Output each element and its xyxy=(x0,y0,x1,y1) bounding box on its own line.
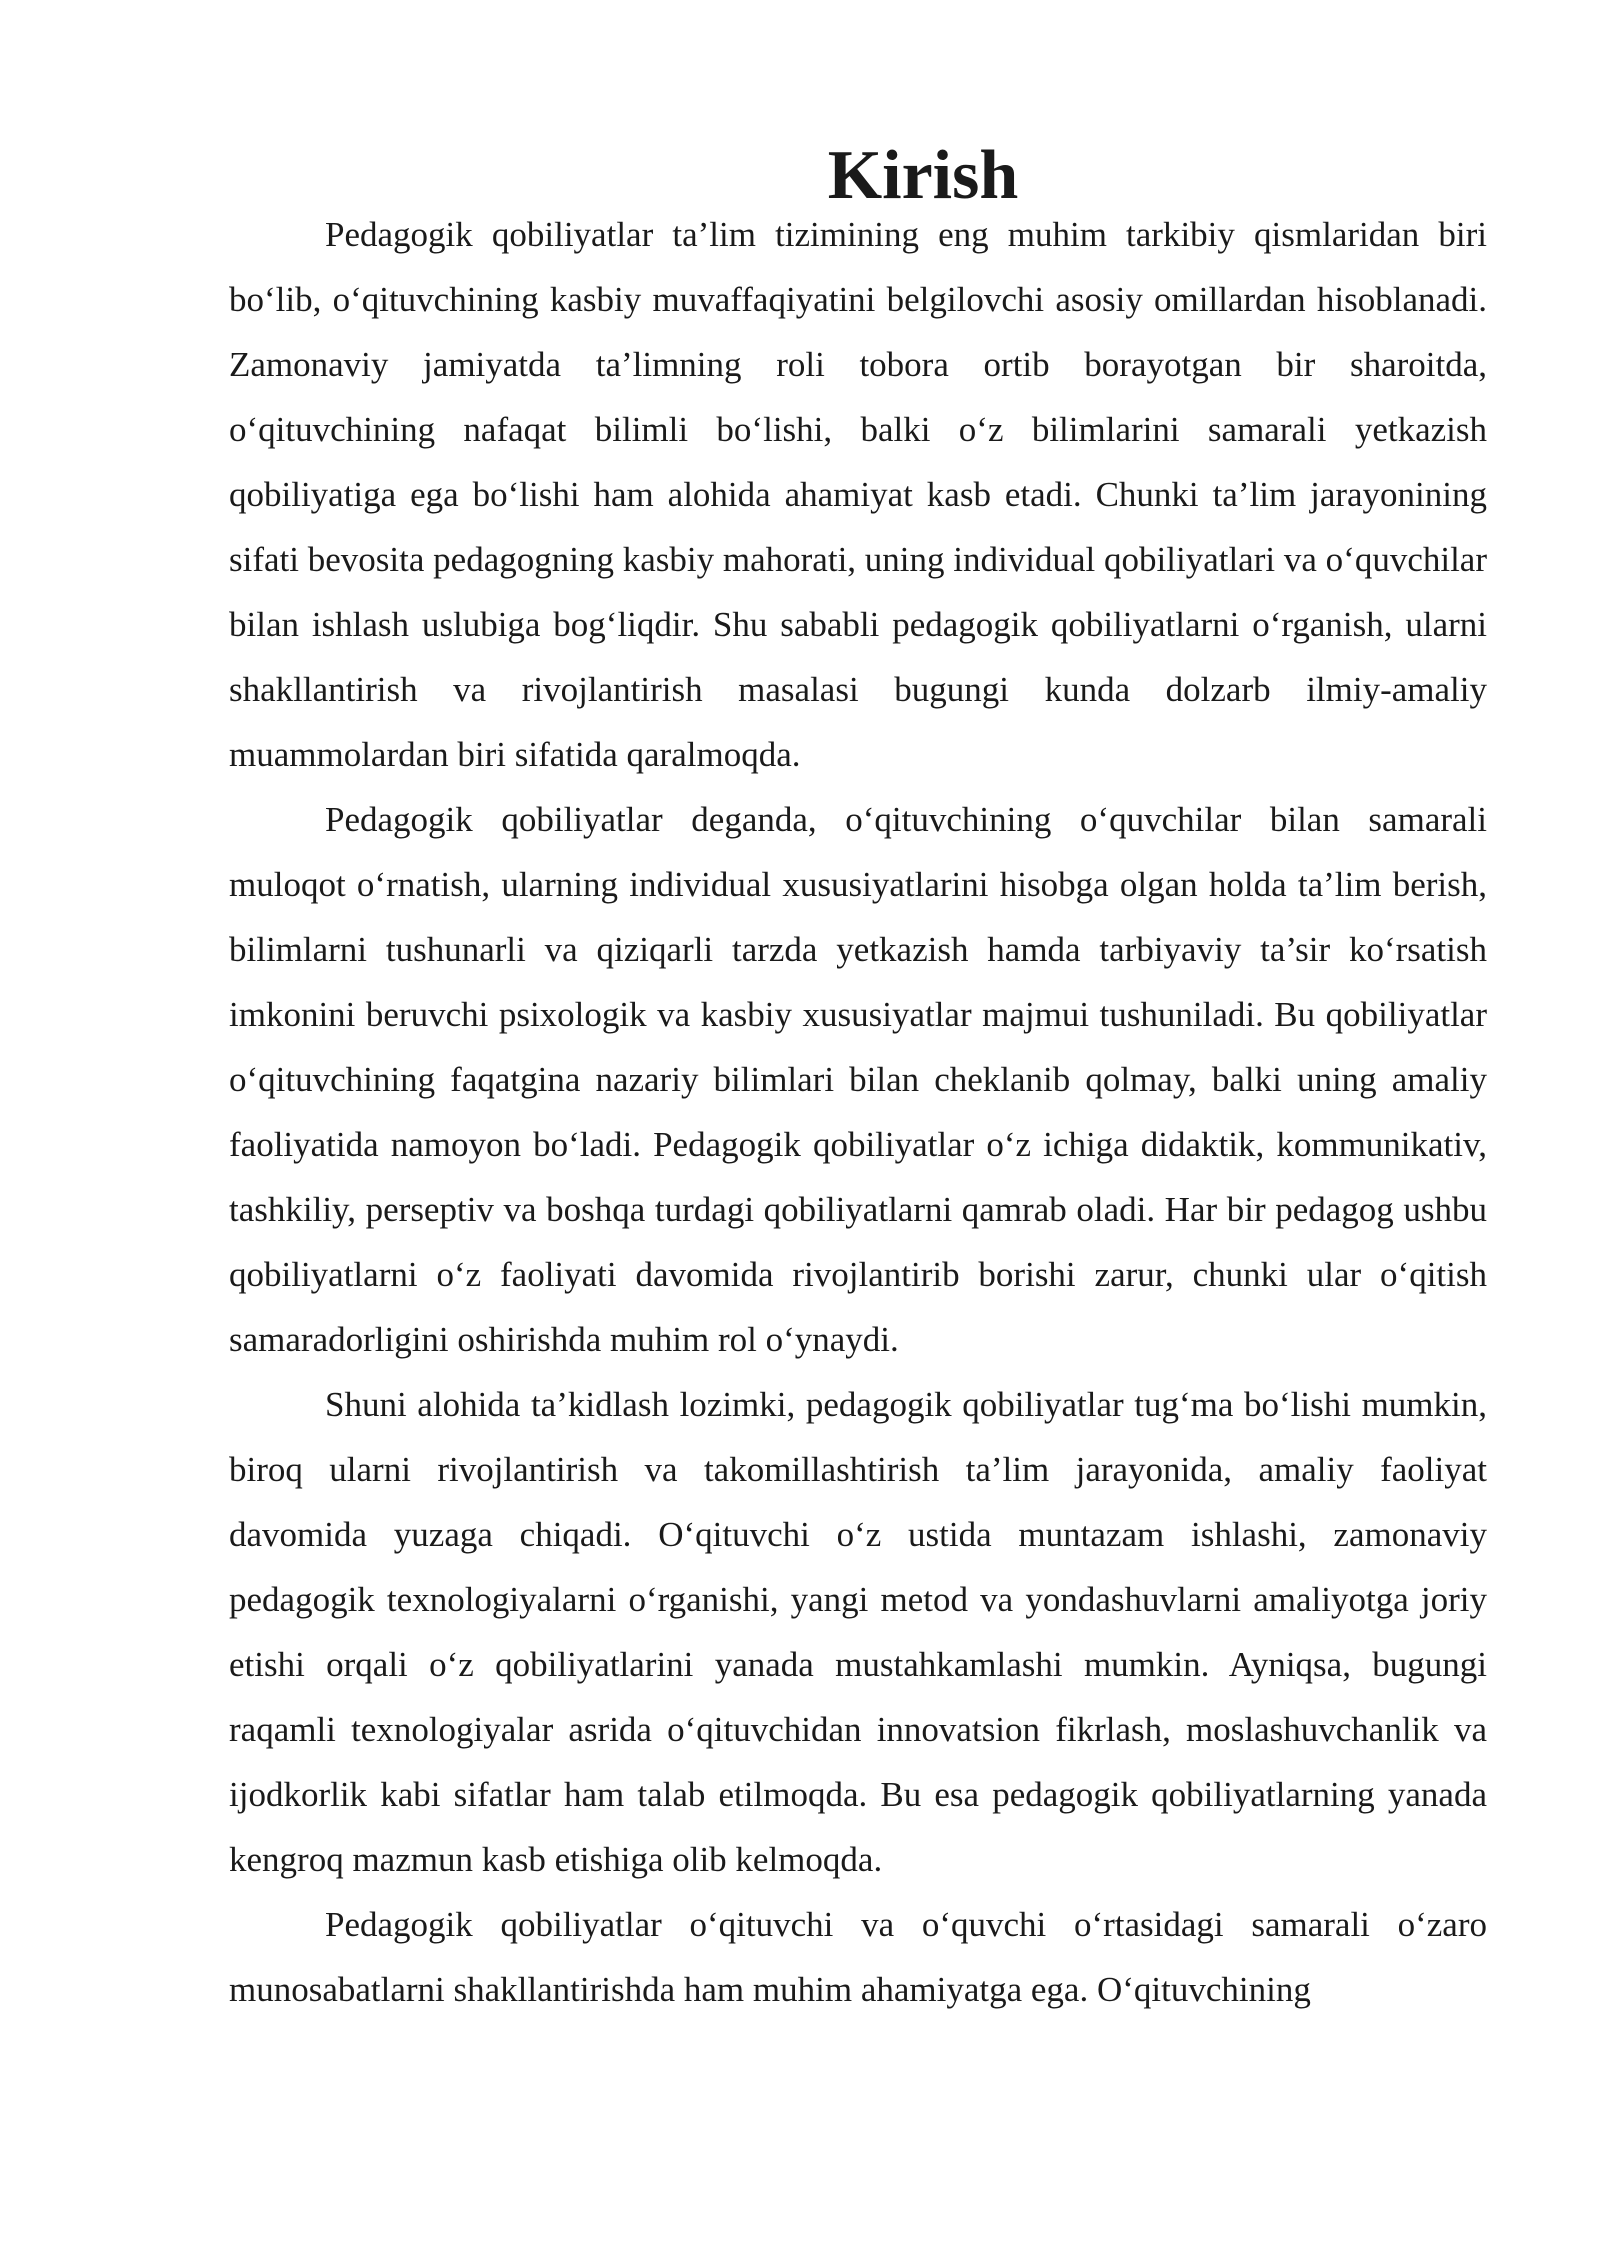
section-title: Kirish xyxy=(827,137,1019,214)
paragraph-1: Pedagogik qobiliyatlar ta’lim tizimining eng muhim tarkibiy qismlaridan biri bo‘lib, o‘qituvchining kasbiy muvaffaqiyatini belgilovchi asosiy omillardan hisoblanadi. Zamonaviy jamiyatda ta’limning roli tobora ortib borayotgan bir sharoitda, o‘qituvchining nafaqat bilimli bo‘lishi, balki o‘z bilimlarini samarali yetkazish qobiliyatiga ega bo‘lishi ham alohida ahamiyat kasb etadi. Chunki ta’lim jarayonining sifati bevosita pedagogning kasbiy mahorati, uning individual qobiliyatlari va o‘quvchilar bilan ishlash uslubiga bog‘liqdir. Shu sababli pedagogik qobiliyatlarni o‘rganish, ularni shakllantirish va rivojlantirish masalasi bugungi kunda dolzarb ilmiy-amaliy muammolardan biri sifatida qaralmoqda. xyxy=(229,215,1487,774)
page-content xyxy=(229,137,1487,2022)
paragraph-4: Pedagogik qobiliyatlar o‘qituvchi va o‘quvchi o‘rtasidagi samarali o‘zaro munosabatlarni shakllantirishda ham muhim ahamiyatga ega. O‘qituvchining xyxy=(229,1905,1487,2009)
paragraph-3: Shuni alohida ta’kidlash lozimki, pedagogik qobiliyatlar tug‘ma bo‘lishi mumkin, biroq ularni rivojlantirish va takomillashtirish ta’lim jarayonida, amaliy faoliyat davomida yuzaga chiqadi. O‘qituvchi o‘z ustida muntazam ishlashi, zamonaviy pedagogik texnologiyalarni o‘rganishi, yangi metod va yondashuvlarni amaliyotga joriy etishi orqali o‘z qobiliyatlarini yanada mustahkamlashi mumkin. Ayniqsa, bugungi raqamli texnologiyalar asrida o‘qituvchidan innovatsion fikrlash, moslashuvchanlik va ijodkorlik kabi sifatlar ham talab etilmoqda. Bu esa pedagogik qobiliyatlarning yanada kengroq mazmun kasb etishiga olib kelmoqda. xyxy=(229,1385,1487,1879)
paragraph-2: Pedagogik qobiliyatlar deganda, o‘qituvchining o‘quvchilar bilan samarali muloqot o‘rnatish, ularning individual xususiyatlarini hisobga olgan holda ta’lim berish, bilimlarni tushunarli va qiziqarli tarzda yetkazish hamda tarbiyaviy ta’sir ko‘rsatish imkonini beruvchi psixologik va kasbiy xususiyatlar majmui tushuniladi. Bu qobiliyatlar o‘qituvchining faqatgina nazariy bilimlari bilan cheklanib qolmay, balki uning amaliy faoliyatida namoyon bo‘ladi. Pedagogik qobiliyatlar o‘z ichiga didaktik, kommunikativ, tashkiliy, perseptiv va boshqa turdagi qobiliyatlarni qamrab oladi. Har bir pedagog ushbu qobiliyatlarni o‘z faoliyati davomida rivojlantirib borishi zarur, chunki ular o‘qitish samaradorligini oshirishda muhim rol o‘ynaydi. xyxy=(229,800,1487,1359)
